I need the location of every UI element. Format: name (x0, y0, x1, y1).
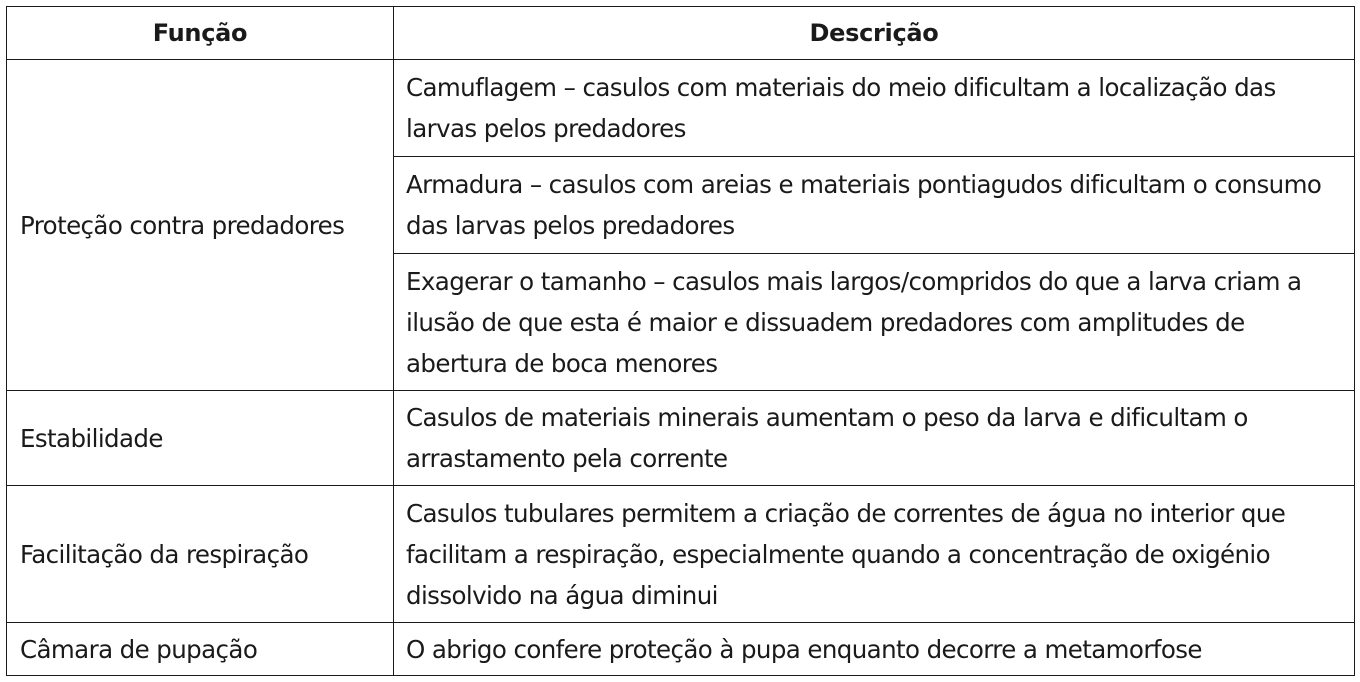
function-cell: Proteção contra predadores (7, 60, 394, 391)
table-row (7, 60, 1355, 157)
header-description: Descrição (394, 7, 1355, 60)
description-cell: Armadura – casulos com areias e materiais pontiagudos dificultam o consumo das larvas pelos predadores (394, 157, 1355, 254)
function-cell: Facilitação da respiração (7, 486, 394, 623)
description-cell: Exagerar o tamanho – casulos mais largos/compridos do que a larva criam a ilusão de que esta é maior e dissuadem predadores com amplitudes de abertura de boca menores (394, 254, 1355, 391)
function-cell: Estabilidade (7, 391, 394, 486)
table-row (7, 391, 1355, 486)
description-cell: Casulos de materiais minerais aumentam o peso da larva e dificultam o arrastamento pela corrente (394, 391, 1355, 486)
table-row (7, 486, 1355, 623)
header-function: Função (7, 7, 394, 60)
table-header-row (7, 7, 1355, 60)
description-cell: Camuflagem – casulos com materiais do meio dificultam a localização das larvas pelos predadores (394, 60, 1355, 157)
functions-table (6, 6, 1355, 676)
description-cell: O abrigo confere proteção à pupa enquanto decorre a metamorfose (394, 623, 1355, 676)
table-row (7, 623, 1355, 676)
function-cell: Câmara de pupação (7, 623, 394, 676)
description-cell: Casulos tubulares permitem a criação de correntes de água no interior que facilitam a respiração, especialmente quando a concentração de oxigénio dissolvido na água diminui (394, 486, 1355, 623)
